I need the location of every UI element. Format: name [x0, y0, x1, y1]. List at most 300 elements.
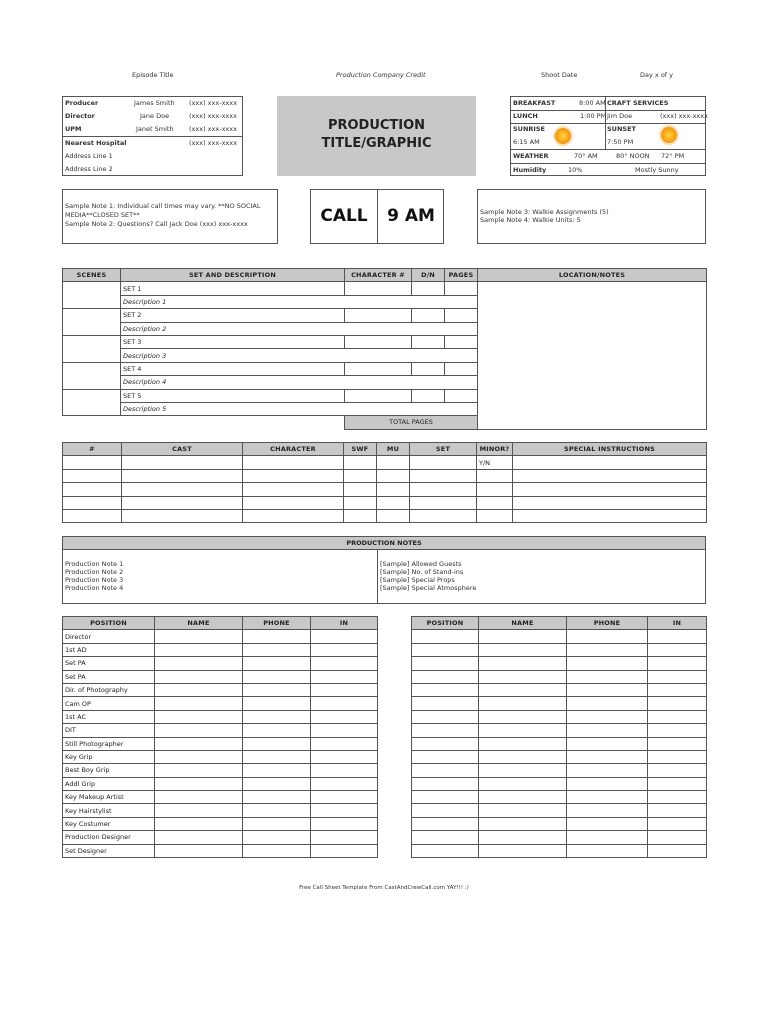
table-cell[interactable]	[648, 804, 707, 817]
table-cell[interactable]	[479, 724, 567, 737]
table-cell[interactable]	[477, 469, 513, 482]
table-cell[interactable]	[567, 643, 648, 656]
table-cell[interactable]	[155, 764, 243, 777]
table-cell[interactable]	[155, 804, 243, 817]
crew-position: Best Boy Grip	[63, 764, 155, 777]
table-cell[interactable]	[445, 335, 478, 348]
table-row	[63, 282, 707, 295]
notes-right-box	[477, 189, 706, 244]
table-cell[interactable]	[567, 844, 648, 857]
lunch-label: LUNCH	[513, 112, 538, 120]
table-cell[interactable]	[243, 496, 344, 509]
table-cell[interactable]	[410, 483, 477, 496]
crew-position: Cam OP	[63, 697, 155, 710]
crew-row	[63, 697, 378, 710]
table-cell[interactable]	[243, 697, 311, 710]
table-header-row	[63, 443, 707, 456]
table-cell[interactable]	[344, 483, 377, 496]
temp-pm: 72° PM	[661, 152, 685, 160]
crew-row	[412, 643, 707, 656]
table-cell[interactable]	[648, 643, 707, 656]
shoot-date: Shoot Date	[541, 71, 578, 79]
table-cell[interactable]	[155, 777, 243, 790]
set-name: SET 2	[121, 309, 345, 322]
table-cell[interactable]	[479, 643, 567, 656]
table-cell[interactable]	[479, 737, 567, 750]
table-cell[interactable]	[243, 710, 311, 723]
table-cell[interactable]	[311, 791, 378, 804]
table-cell[interactable]	[567, 791, 648, 804]
table-cell[interactable]	[311, 683, 378, 696]
table-cell[interactable]	[243, 844, 311, 857]
contact-name: James Smith	[134, 99, 175, 107]
production-note: [Sample] No. of Stand-ins	[380, 568, 464, 576]
table-cell[interactable]	[479, 697, 567, 710]
table-cell[interactable]	[345, 282, 412, 295]
table-cell[interactable]	[479, 817, 567, 830]
table-cell[interactable]	[311, 670, 378, 683]
col-header: POSITION	[412, 617, 479, 630]
table-cell[interactable]	[412, 335, 445, 348]
humidity-label: Humidity	[513, 166, 547, 174]
table-cell[interactable]	[445, 282, 478, 295]
table-cell[interactable]	[311, 817, 378, 830]
location-notes-cell[interactable]	[478, 282, 707, 429]
table-cell[interactable]	[567, 737, 648, 750]
table-cell[interactable]	[412, 697, 479, 710]
table-cell[interactable]	[412, 817, 479, 830]
table-cell[interactable]	[311, 643, 378, 656]
table-cell[interactable]	[155, 697, 243, 710]
table-cell[interactable]	[311, 844, 378, 857]
table-cell[interactable]	[567, 683, 648, 696]
crew-position: Set Designer	[63, 844, 155, 857]
table-cell[interactable]	[377, 456, 410, 469]
table-cell[interactable]	[648, 630, 707, 643]
production-note: Production Note 3	[65, 576, 124, 584]
table-cell[interactable]	[412, 831, 479, 844]
table-cell[interactable]	[412, 724, 479, 737]
table-cell[interactable]	[513, 483, 707, 496]
table-cell[interactable]	[477, 483, 513, 496]
table-cell[interactable]	[567, 831, 648, 844]
crew-row	[412, 844, 707, 857]
table-cell[interactable]	[412, 670, 479, 683]
table-cell[interactable]	[243, 764, 311, 777]
table-cell[interactable]	[243, 683, 311, 696]
sunrise-time: 6:15 AM	[513, 138, 540, 146]
table-cell[interactable]	[345, 362, 412, 375]
set-description: Description 3	[121, 349, 478, 362]
table-cell[interactable]	[345, 389, 412, 402]
production-note: [Sample] Allowed Guests	[380, 560, 462, 568]
table-cell[interactable]	[155, 724, 243, 737]
table-cell[interactable]	[445, 309, 478, 322]
table-cell[interactable]	[243, 657, 311, 670]
table-cell[interactable]	[445, 362, 478, 375]
crew-row	[63, 670, 378, 683]
table-cell[interactable]	[155, 844, 243, 857]
table-cell[interactable]	[410, 469, 477, 482]
contacts-box	[62, 96, 243, 176]
table-cell[interactable]	[567, 724, 648, 737]
table-cell[interactable]	[63, 509, 122, 522]
crew-row	[63, 630, 378, 643]
minor-cell[interactable]: Y/N	[477, 456, 513, 469]
table-row	[63, 483, 707, 496]
table-cell[interactable]	[479, 710, 567, 723]
table-cell[interactable]	[567, 630, 648, 643]
table-cell[interactable]	[243, 509, 344, 522]
crew-row	[412, 710, 707, 723]
table-cell[interactable]	[412, 362, 445, 375]
table-cell[interactable]	[311, 737, 378, 750]
table-cell[interactable]	[243, 724, 311, 737]
table-cell[interactable]	[648, 724, 707, 737]
col-header: PHONE	[243, 617, 311, 630]
crew-row	[63, 777, 378, 790]
crew-row	[63, 791, 378, 804]
crew-row	[63, 724, 378, 737]
episode-title: Episode Title	[132, 71, 174, 79]
table-cell[interactable]	[345, 335, 412, 348]
scene-cell[interactable]	[63, 335, 121, 362]
breakfast-time: 8:00 AM	[579, 99, 606, 107]
table-cell[interactable]	[311, 764, 378, 777]
table-cell[interactable]	[344, 509, 377, 522]
sunset-label: SUNSET	[607, 125, 636, 133]
table-cell[interactable]	[311, 697, 378, 710]
table-cell[interactable]	[122, 469, 243, 482]
table-cell[interactable]	[412, 643, 479, 656]
col-header: POSITION	[63, 617, 155, 630]
col-header: MINOR?	[477, 443, 513, 456]
col-header: IN	[311, 617, 378, 630]
table-cell[interactable]	[122, 483, 243, 496]
table-cell[interactable]	[155, 831, 243, 844]
crew-row	[412, 750, 707, 763]
table-cell[interactable]	[479, 804, 567, 817]
divider	[63, 136, 242, 137]
table-header-row	[63, 269, 707, 282]
table-cell[interactable]	[122, 509, 243, 522]
crew-row	[412, 791, 707, 804]
table-cell[interactable]	[311, 777, 378, 790]
contact-phone: (xxx) xxx-xxxx	[189, 99, 237, 107]
table-cell[interactable]	[243, 456, 344, 469]
company-credit: Production Company Credit	[336, 71, 426, 79]
crew-table-left	[62, 616, 378, 858]
production-title-line1: PRODUCTION	[327, 118, 426, 133]
table-cell[interactable]	[63, 496, 122, 509]
table-cell[interactable]	[479, 764, 567, 777]
table-cell[interactable]	[155, 710, 243, 723]
scene-cell[interactable]	[63, 362, 121, 389]
crew-row	[412, 764, 707, 777]
set-name: SET 3	[121, 335, 345, 348]
table-cell[interactable]	[648, 657, 707, 670]
table-cell[interactable]	[513, 496, 707, 509]
table-cell[interactable]	[479, 750, 567, 763]
table-cell[interactable]	[513, 509, 707, 522]
table-cell[interactable]	[567, 804, 648, 817]
set-description: Description 2	[121, 322, 478, 335]
table-cell[interactable]	[122, 496, 243, 509]
table-cell[interactable]	[155, 670, 243, 683]
table-cell[interactable]	[243, 483, 344, 496]
crew-position: Key Makeup Artist	[63, 791, 155, 804]
call-time: 9 AM	[387, 206, 435, 226]
table-cell[interactable]	[243, 817, 311, 830]
table-cell[interactable]	[477, 509, 513, 522]
table-cell[interactable]	[243, 737, 311, 750]
col-header: IN	[648, 617, 707, 630]
table-cell[interactable]	[412, 630, 479, 643]
table-cell[interactable]	[479, 657, 567, 670]
table-cell[interactable]	[377, 483, 410, 496]
day-of: Day x of y	[640, 71, 673, 79]
table-cell[interactable]	[63, 469, 122, 482]
col-header: #	[63, 443, 122, 456]
table-cell[interactable]	[377, 469, 410, 482]
col-header: D/N	[412, 269, 445, 282]
table-cell[interactable]	[479, 844, 567, 857]
crew-row	[63, 817, 378, 830]
scene-cell[interactable]	[63, 282, 121, 309]
table-cell[interactable]	[648, 791, 707, 804]
sunrise-label: SUNRISE	[513, 125, 545, 133]
table-cell[interactable]	[648, 764, 707, 777]
hospital-label: Nearest Hospital	[65, 139, 127, 147]
table-row	[63, 509, 707, 522]
note-line: Sample Note 1: Individual call times may vary. **NO SOCIAL	[65, 202, 261, 210]
table-cell[interactable]	[155, 643, 243, 656]
table-cell[interactable]	[243, 630, 311, 643]
col-header: CAST	[122, 443, 243, 456]
table-cell[interactable]	[567, 750, 648, 763]
table-cell[interactable]	[567, 657, 648, 670]
table-cell[interactable]	[155, 630, 243, 643]
table-cell[interactable]	[479, 777, 567, 790]
crew-row	[63, 844, 378, 857]
hospital-address-1: Address Line 1	[65, 152, 113, 160]
table-cell[interactable]	[155, 683, 243, 696]
table-cell[interactable]	[412, 683, 479, 696]
table-cell[interactable]	[410, 456, 477, 469]
table-cell[interactable]	[412, 764, 479, 777]
table-cell[interactable]	[311, 657, 378, 670]
table-cell[interactable]	[567, 817, 648, 830]
col-header: CHARACTER #	[345, 269, 412, 282]
weather-label: WEATHER	[513, 152, 549, 160]
table-cell[interactable]	[311, 804, 378, 817]
table-cell[interactable]	[377, 496, 410, 509]
col-header: SET AND DESCRIPTION	[121, 269, 345, 282]
table-cell[interactable]	[648, 697, 707, 710]
crew-row	[63, 831, 378, 844]
table-cell[interactable]	[155, 817, 243, 830]
table-cell[interactable]	[243, 777, 311, 790]
table-cell[interactable]	[648, 844, 707, 857]
production-notes-box	[62, 536, 706, 604]
table-cell[interactable]	[243, 670, 311, 683]
table-cell[interactable]	[311, 724, 378, 737]
table-cell[interactable]	[155, 791, 243, 804]
crew-row	[63, 683, 378, 696]
production-title-line2: TITLE/GRAPHIC	[321, 136, 432, 151]
table-row	[63, 456, 707, 469]
scene-cell[interactable]	[63, 309, 121, 336]
table-cell[interactable]	[412, 777, 479, 790]
table-cell[interactable]	[410, 509, 477, 522]
table-cell[interactable]	[412, 309, 445, 322]
table-cell[interactable]	[345, 309, 412, 322]
sunset-time: 7:50 PM	[607, 138, 634, 146]
crew-row	[412, 817, 707, 830]
crew-position: Production Designer	[63, 831, 155, 844]
footer-text: Free Call Sheet Template From CastAndCrewCall.com YAY!!! :)	[299, 885, 469, 891]
col-header: SET	[410, 443, 477, 456]
table-cell[interactable]	[344, 456, 377, 469]
table-cell[interactable]	[567, 764, 648, 777]
table-cell[interactable]	[648, 831, 707, 844]
call-time-box	[310, 189, 444, 244]
table-cell[interactable]	[311, 831, 378, 844]
table-cell[interactable]	[648, 817, 707, 830]
table-cell[interactable]	[243, 804, 311, 817]
crew-row	[63, 804, 378, 817]
table-cell[interactable]	[311, 750, 378, 763]
table-cell[interactable]	[513, 456, 707, 469]
table-cell[interactable]	[648, 777, 707, 790]
lunch-time: 1:00 PM	[580, 112, 607, 120]
craft-name: Jim Doe	[607, 112, 633, 120]
set-description: Description 5	[121, 402, 478, 415]
table-cell[interactable]	[243, 643, 311, 656]
table-cell[interactable]	[412, 282, 445, 295]
table-cell[interactable]	[648, 750, 707, 763]
table-cell[interactable]	[513, 469, 707, 482]
note-line: Sample Note 3: Walkie Assignments (5)	[480, 208, 609, 216]
crew-position: Still Photographer	[63, 737, 155, 750]
table-cell[interactable]	[243, 831, 311, 844]
contact-role: UPM	[65, 125, 82, 133]
table-cell[interactable]	[412, 750, 479, 763]
contact-name: Janet Smith	[136, 125, 174, 133]
table-cell[interactable]	[344, 496, 377, 509]
table-cell[interactable]	[243, 469, 344, 482]
table-cell[interactable]	[311, 710, 378, 723]
table-cell[interactable]	[155, 750, 243, 763]
craft-label: CRAFT SERVICES	[607, 99, 669, 107]
crew-row	[412, 737, 707, 750]
crew-row	[412, 724, 707, 737]
divider	[511, 123, 705, 124]
set-name: SET 5	[121, 389, 345, 402]
table-cell[interactable]	[412, 844, 479, 857]
table-cell[interactable]	[648, 710, 707, 723]
table-cell[interactable]	[445, 389, 478, 402]
table-cell[interactable]	[243, 791, 311, 804]
crew-position: 1st AC	[63, 710, 155, 723]
table-cell[interactable]	[344, 469, 377, 482]
table-cell[interactable]	[63, 456, 122, 469]
table-cell[interactable]	[155, 657, 243, 670]
table-cell[interactable]	[567, 710, 648, 723]
schedule-box	[510, 96, 706, 176]
crew-table-right	[411, 616, 707, 858]
table-cell[interactable]	[477, 496, 513, 509]
sun-icon	[555, 128, 571, 144]
call-label: CALL	[320, 206, 368, 226]
table-cell[interactable]	[479, 791, 567, 804]
table-cell[interactable]	[412, 389, 445, 402]
set-description: Description 4	[121, 376, 478, 389]
col-header: SPECIAL INSTRUCTIONS	[513, 443, 707, 456]
table-cell[interactable]	[155, 737, 243, 750]
empty-cell	[63, 416, 345, 429]
col-header: MU	[377, 443, 410, 456]
table-cell[interactable]	[648, 737, 707, 750]
set-name: SET 4	[121, 362, 345, 375]
table-cell[interactable]	[412, 737, 479, 750]
contact-name: Jane Doe	[140, 112, 170, 120]
table-cell[interactable]	[412, 791, 479, 804]
table-cell[interactable]	[243, 750, 311, 763]
table-cell[interactable]	[122, 456, 243, 469]
divider	[511, 110, 705, 111]
table-cell[interactable]	[412, 804, 479, 817]
table-cell[interactable]	[377, 509, 410, 522]
crew-position: Key Hairstylist	[63, 804, 155, 817]
crew-row	[412, 683, 707, 696]
table-cell[interactable]	[412, 657, 479, 670]
table-cell[interactable]	[567, 777, 648, 790]
set-name: SET 1	[121, 282, 345, 295]
col-header: PAGES	[445, 269, 478, 282]
table-cell[interactable]	[479, 831, 567, 844]
table-cell[interactable]	[479, 683, 567, 696]
table-cell[interactable]	[479, 670, 567, 683]
note-line: Sample Note 4: Walkie Units: 5	[480, 216, 581, 224]
production-note: [Sample] Special Atmosphere	[380, 584, 477, 592]
table-cell[interactable]	[311, 630, 378, 643]
crew-row	[412, 831, 707, 844]
production-note: [Sample] Special Props	[380, 576, 455, 584]
production-note: Production Note 4	[65, 584, 124, 592]
craft-phone: (xxx) xxx-xxxx	[660, 112, 708, 120]
contact-role: Director	[65, 112, 95, 120]
temp-am: 70° AM	[574, 152, 598, 160]
table-cell[interactable]	[648, 670, 707, 683]
cast-table	[62, 442, 707, 523]
table-cell[interactable]	[479, 630, 567, 643]
scene-cell[interactable]	[63, 389, 121, 416]
total-pages-label: TOTAL PAGES	[345, 416, 478, 429]
production-notes-title: PRODUCTION NOTES	[63, 537, 705, 550]
crew-position: Director	[63, 630, 155, 643]
set-description: Description 1	[121, 295, 478, 308]
table-cell[interactable]	[648, 683, 707, 696]
table-cell[interactable]	[567, 670, 648, 683]
table-cell[interactable]	[410, 496, 477, 509]
contact-phone: (xxx) xxx-xxxx	[189, 112, 237, 120]
breakfast-label: BREAKFAST	[513, 99, 556, 107]
table-cell[interactable]	[567, 697, 648, 710]
crew-row	[412, 657, 707, 670]
table-cell[interactable]	[412, 710, 479, 723]
table-cell[interactable]	[63, 483, 122, 496]
